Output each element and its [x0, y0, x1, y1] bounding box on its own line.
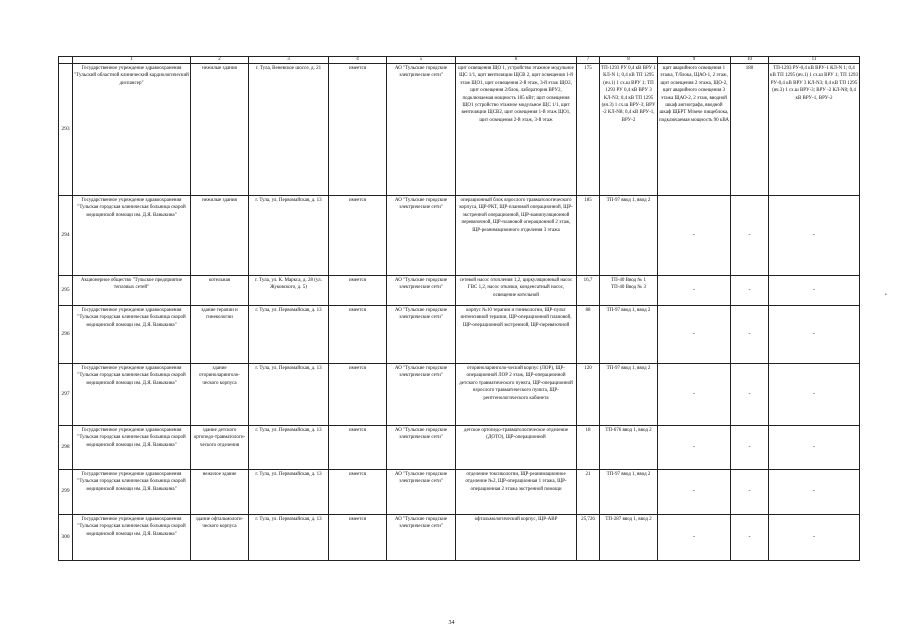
- table-cell-c8: ТП-97 ввод 1, ввод 2: [600, 364, 658, 426]
- table-cell-c10: -: [731, 306, 769, 364]
- table-cell-c7: 88: [577, 306, 600, 364]
- table-cell-c10: -: [731, 426, 769, 470]
- table-cell-c6: детское ортопедо-травматологическое отделение (ДОТО), ЩР-операционной: [456, 426, 577, 470]
- table-cell-c8: ТП-97 ввод 1, ввод 2: [600, 470, 658, 515]
- table-cell-c7: 185: [577, 196, 600, 276]
- margin-mark: •: [885, 293, 887, 298]
- table-cell-c11: -: [769, 306, 860, 364]
- table-cell-c1: Акционерное общество "Тульское предприятие тепловых сетей": [73, 276, 191, 306]
- table-cell-c11: -: [769, 426, 860, 470]
- table-cell-c2: нежилые здания: [191, 64, 249, 196]
- header-cell: 1: [73, 57, 191, 64]
- table-cell-c11: -: [769, 515, 860, 561]
- table-cell-c6: операционный блок взрослого травматологического корпуса, ЩР-РКТ, ЩР-плановой операционной, ЩР-экстренной операционной, ЩР-манипуляционной перевязочной, ЩР-плановой операционной 2 этаж, ЩР-реанимационного отделения 3 этажа: [456, 196, 577, 276]
- table-cell-c8: ТП-40 Ввод № 1 ТП-40 Ввод № 3: [600, 276, 658, 306]
- table-cell-c5: АО "Тульские городские электрические сети": [387, 276, 456, 306]
- table-cell-c6: отделение токсикологии, ЩР-реанимационное отделение №2, ЩР-операционная 1 этажа, ЩР-операционная 2 этажа экстренной помощи: [456, 470, 577, 515]
- table-cell-c6: щит освещения ЩО 1, устройство этажное модульное ЩС 1/1, щит вентиляции ЩСВ 2, щит освещения 1-й этаж ЩО1, щит освещения 2-й этаж, 3-й этаж ЩО2, щит освещения 2/блок, лаборатория ВРУ2, подключаемая мощность 185 кВт; щит освещения ЩО1 устройство этажное модульное ЩС 1/1, щит вентиляции ЩСВ2, щит освещения 1-й этаж ЩО1, щит освещения 2-й этаж, 3-й этаж: [456, 64, 577, 196]
- table-cell-c8: ТП-287 ввод 1, ввод 2: [600, 515, 658, 561]
- row-number: 297: [59, 364, 73, 426]
- table-cell-c4: имеется: [329, 306, 387, 364]
- table-row: [59, 364, 860, 426]
- table-cell-c7: 25,726: [577, 515, 600, 561]
- table-cell-c2: котельная: [191, 276, 249, 306]
- document-page: [58, 56, 859, 587]
- table-cell-c1: Государственное учреждение здравоохранения "Тульская городская клиническая больница скорой медицинской помощи им. Д.Я. Ваныкина": [73, 306, 191, 364]
- row-number: 299: [59, 470, 73, 515]
- table-cell-c9: -: [658, 515, 731, 561]
- data-table: [58, 56, 860, 561]
- table-row: [59, 306, 860, 364]
- row-number: 293: [59, 64, 73, 196]
- row-number: 294: [59, 196, 73, 276]
- table-cell-c3: г. Тула, ул. К. Маркса, д. 28 (ул. Жуковского, д. 5): [249, 276, 329, 306]
- header-cell: 6: [456, 57, 577, 64]
- table-cell-c3: г. Тула, ул. Первомайская, д. 13: [249, 306, 329, 364]
- table-cell-c2: здание терапии и гинекологии: [191, 306, 249, 364]
- table-cell-c4: имеется: [329, 364, 387, 426]
- table-cell-c10: -: [731, 470, 769, 515]
- table-cell-c7: 18: [577, 426, 600, 470]
- table-row: [59, 64, 860, 196]
- table-cell-c9: -: [658, 306, 731, 364]
- table-cell-c4: имеется: [329, 426, 387, 470]
- header-row: [59, 57, 860, 64]
- table-cell-c1: Государственное учреждение здравоохранения "Тульская городская клиническая больница скорой медицинской помощи им. Д.Я. Ваныкина": [73, 196, 191, 276]
- table-cell-c6: корпус №10 терапии и гинекологии, ЩР-пульт интенсивной терапии, ЩР-операционной плановой, ЩР-операционной экстренной, ЩР-перевязочной: [456, 306, 577, 364]
- header-cell: 3: [249, 57, 329, 64]
- header-cell: 9: [658, 57, 731, 64]
- table-cell-c3: г. Тула, ул. Первомайская, д. 13: [249, 364, 329, 426]
- table-cell-c10: -: [731, 276, 769, 306]
- table-cell-c9: щит аварийного освещения 1 этажа, Т/блока, ЩАО-1, 2 этаж, щит освещения 2 этажа, ЩО-2, щит аварийного освещения 3 этажа ЩАО-2, 2 этаж, вводной шкаф ангиографа, вводной шкаф ЩБРТ М/вече пищеблока, подключаемая мощность 90 кВА: [658, 64, 731, 196]
- table-cell-c10: -: [731, 364, 769, 426]
- header-cell: 7: [577, 57, 600, 64]
- table-cell-c3: г. Тула, ул. Первомайская, д. 13: [249, 426, 329, 470]
- table-cell-c9: -: [658, 426, 731, 470]
- table-cell-c9: -: [658, 470, 731, 515]
- header-cell: 11: [769, 57, 860, 64]
- table-cell-c6: оториноларинголо-ческий корпус (ЛОР), ЩР-операционной ЛОР 2 этаж, ЩР-операционной детского травматического пункта, ЩР-операционной взрослого травматического пункта, ЩР-рентгенологического кабинета: [456, 364, 577, 426]
- table-cell-c5: АО "Тульские городские электрические сети": [387, 64, 456, 196]
- table-cell-c4: имеется: [329, 276, 387, 306]
- table-cell-c4: имеется: [329, 196, 387, 276]
- table-cell-c5: АО "Тульские городские электрические сети": [387, 364, 456, 426]
- row-number: 296: [59, 306, 73, 364]
- table-cell-c2: здание детского ортопедо-травматологи-ческого отделения: [191, 426, 249, 470]
- table-cell-c11: -: [769, 276, 860, 306]
- table-cell-c1: Государственное учреждение здравоохранения "Тульский областной клинический кардиологический диспансер": [73, 64, 191, 196]
- page-number: 34: [448, 620, 455, 626]
- header-cell: 4: [329, 57, 387, 64]
- table-cell-c11: -: [769, 196, 860, 276]
- table-cell-c11: -: [769, 470, 860, 515]
- table-cell-c5: АО "Тульские городские электрические сети": [387, 426, 456, 470]
- table-cell-c5: АО "Тульские городские электрические сети": [387, 470, 456, 515]
- table-row: [59, 426, 860, 470]
- table-cell-c2: нежилые здания: [191, 196, 249, 276]
- table-cell-c8: ТП-1293 РУ 0,4 кВ ВРУ 1 КЛ-N 1; 0,4 кВ ТП 1295 (яч.1) 1 сх.ш ВРУ 1; ТП 1293 РУ 0,4 кВ ВРУ 3 КЛ-N3; 0,4 кВ ТП 1295 (яч.3) 1 сх.ш ВРУ-3; ВРУ -2 КЛ-N8; 0,4 кВ ВРУ-1, ВРУ-2: [600, 64, 658, 196]
- row-number: 298: [59, 426, 73, 470]
- table-cell-c6: офтальмологический корпус, ЩР-АВР: [456, 515, 577, 561]
- table-cell-c2: нежилое здание: [191, 470, 249, 515]
- table-cell-c5: АО "Тульские городские электрические сети": [387, 196, 456, 276]
- row-number: 295: [59, 276, 73, 306]
- table-cell-c8: ТП-97 ввод 1, ввод 2: [600, 196, 658, 276]
- table-cell-c3: г. Тула, ул. Первомайская, д. 13: [249, 515, 329, 561]
- table-cell-c11: -: [769, 364, 860, 426]
- table-cell-c4: имеется: [329, 64, 387, 196]
- table-cell-c1: Государственное учреждение здравоохранения "Тульская городская клиническая больница скорой медицинской помощи им. Д.Я. Ваныкина": [73, 470, 191, 515]
- table-cell-c9: -: [658, 364, 731, 426]
- table-cell-c1: Государственное учреждение здравоохранения "Тульская городская клиническая больница скорой медицинской помощи им. Д.Я. Ваныкина": [73, 515, 191, 561]
- header-cell: 2: [191, 57, 249, 64]
- header-cell: 5: [387, 57, 456, 64]
- table-cell-c10: -: [731, 196, 769, 276]
- table-cell-c5: АО "Тульские городские электрические сети": [387, 515, 456, 561]
- table-cell-c9: -: [658, 276, 731, 306]
- table-cell-c3: г. Тула, Веневское шоссе, д. 21: [249, 64, 329, 196]
- table-cell-c7: 175: [577, 64, 600, 196]
- header-cell-empty: [59, 57, 73, 64]
- header-cell: 8: [600, 57, 658, 64]
- table-cell-c3: г. Тула, ул. Первомайская, д. 13: [249, 196, 329, 276]
- header-cell: 10: [731, 57, 769, 64]
- table-row: [59, 515, 860, 561]
- table-cell-c6: сетевой насос отопления 1,2, циркуляционный насос ГВС 1,2, насос откачки, конденсатный насос, освещение котельной: [456, 276, 577, 306]
- table-cell-c8: ТП-97 ввод 1, ввод 2: [600, 306, 658, 364]
- table-cell-c9: -: [658, 196, 731, 276]
- table-cell-c4: имеется: [329, 515, 387, 561]
- table-cell-c3: г. Тула, ул. Первомайская, д. 13: [249, 470, 329, 515]
- table-row: [59, 470, 860, 515]
- row-number: 300: [59, 515, 73, 561]
- table-cell-c7: 120: [577, 364, 600, 426]
- table-cell-c2: здание оториноларинголо-ческого корпуса: [191, 364, 249, 426]
- table-cell-c1: Государственное учреждение здравоохранения "Тульская городская клиническая больница скорой медицинской помощи им. Д.Я. Ваныкина": [73, 364, 191, 426]
- table-row: [59, 196, 860, 276]
- table-row: [59, 276, 860, 306]
- table-cell-c2: здание офтальмологи-ческого корпуса: [191, 515, 249, 561]
- table-cell-c8: ТП-676 ввод 1, ввод 2: [600, 426, 658, 470]
- table-cell-c10: -: [731, 515, 769, 561]
- table-cell-c1: Государственное учреждение здравоохранения "Тульская городская клиническая больница скорой медицинской помощи им. Д.Я. Ваныкина": [73, 426, 191, 470]
- table-cell-c10: 180: [731, 64, 769, 196]
- table-cell-c4: имеется: [329, 470, 387, 515]
- table-cell-c11: ТП-1293 РУ-0,4 кВ ВРУ-1 КЛ-N 1; 0,4 кВ ТП 1295 (яч.1) 1 сх.ш ВРУ 1; ТП 1293 РУ-0,4 кВ ВРУ 3 КЛ-N3; 0,4 кВ ТП 1295 (яч.3) 1 сх.ш ВРУ-3; ВРУ -2 КЛ-N8; 0,4 кВ ВРУ-1, ВРУ-2: [769, 64, 860, 196]
- table-cell-c7: 21: [577, 470, 600, 515]
- table-cell-c7: 16,7: [577, 276, 600, 306]
- table-cell-c5: АО "Тульские городские электрические сети": [387, 306, 456, 364]
